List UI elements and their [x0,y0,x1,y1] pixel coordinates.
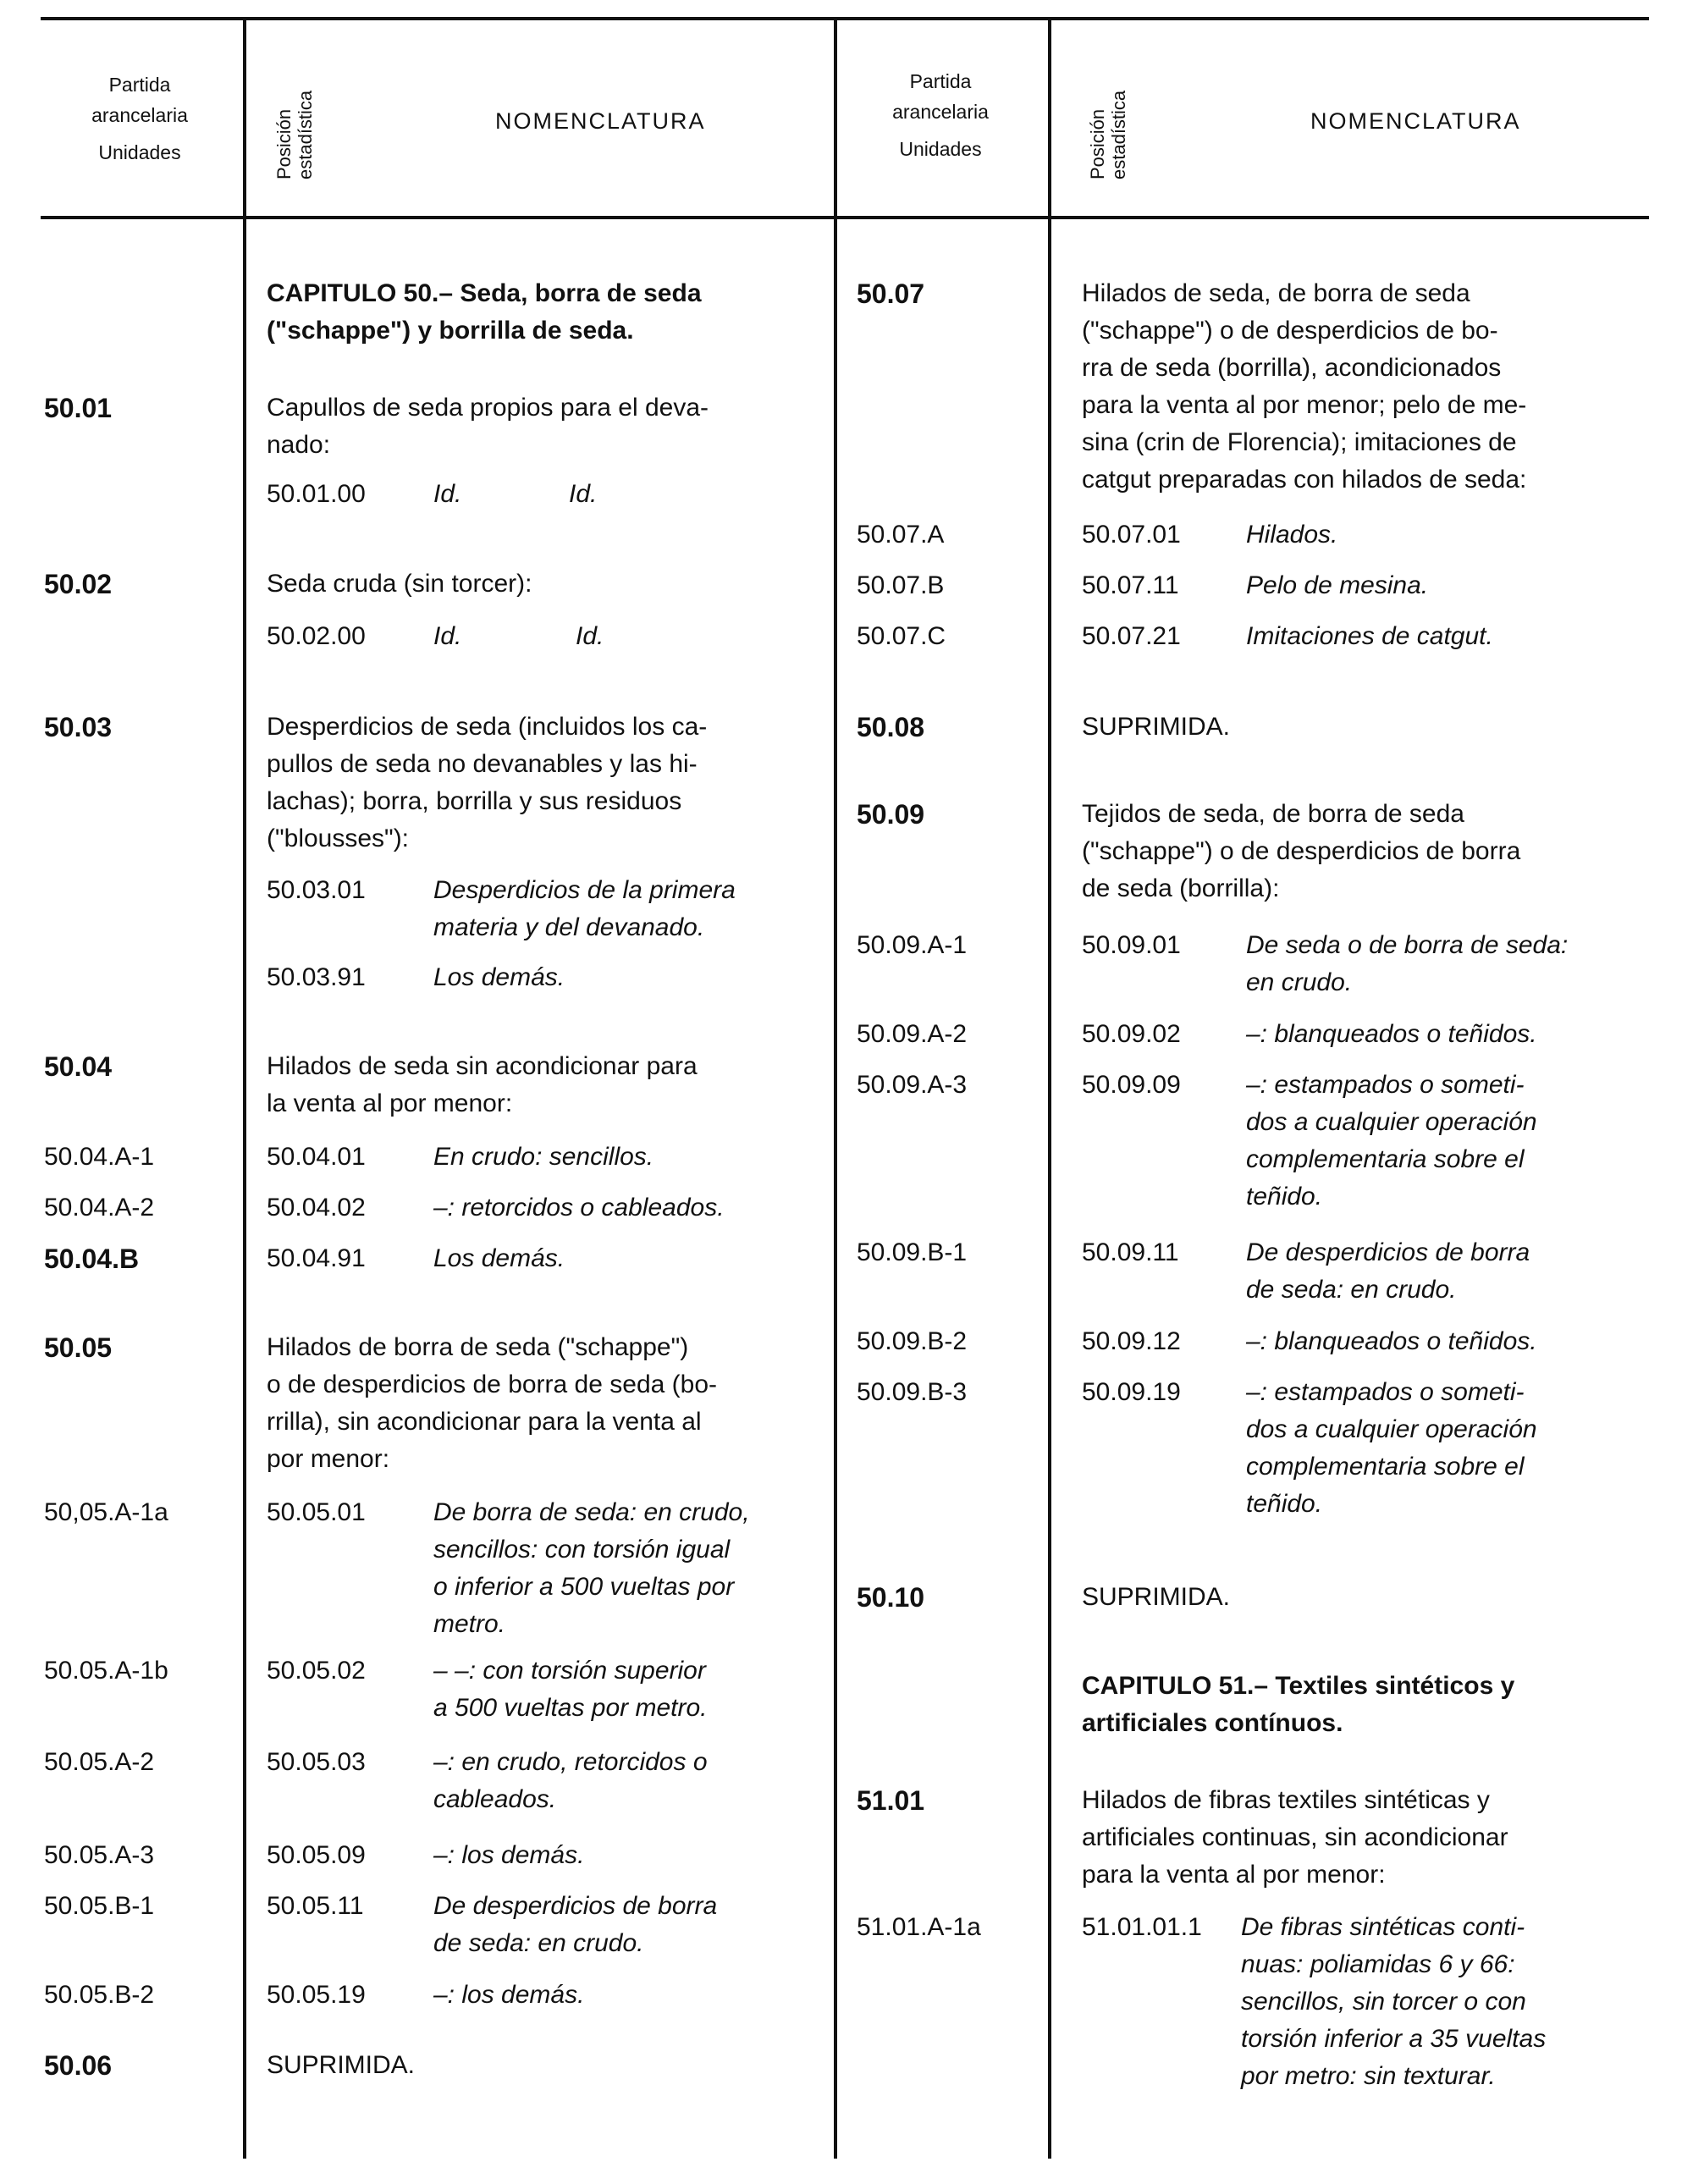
text-line: artificiales continuas, sin acondicionar [1082,1823,1508,1851]
unit-50-05-B-1: 50.05.B-1 [44,1892,155,1920]
header-partida-line2: arancelaria [91,104,188,126]
text-line: ("blousses"): [267,825,410,852]
heading-50-09-text [1082,796,1624,907]
desc-50-02-00-unit-1: Id. [433,622,462,650]
desc-line: complementaria sobre el [1246,1145,1525,1173]
column-divider-3 [1048,19,1051,2159]
partida-50-02: 50.02 [44,569,113,599]
text-line: sina (crin de Florencia); imitaciones de [1082,428,1517,456]
position-50-04-91: 50.04.91 [267,1244,366,1272]
text-line: o de desperdicios de borra de seda (bo- [267,1371,718,1398]
header-partida-line1: Partida [909,70,972,92]
unit-50-04-A-1: 50.04.A-1 [44,1143,155,1171]
unit-50-07-C: 50.07.C [857,622,946,650]
partida-50-06: 50.06 [44,2050,113,2081]
unit-50-04-A-2: 50.04.A-2 [44,1194,155,1222]
unit-50-07-B: 50.07.B [857,571,945,599]
heading-50-04-text [267,1048,808,1122]
desc-line: dos a cualquier operación [1246,1108,1537,1136]
unit-50-09-B-1: 50.09.B-1 [857,1238,968,1266]
header-partida-right [851,66,1030,164]
text-line: rrilla), sin acondicionar para la venta al [267,1408,702,1436]
unit-50-05-A-2: 50.05.A-2 [44,1748,155,1776]
chapter-50-line2: ("schappe") y borrilla de seda. [267,317,634,345]
desc-line: metro. [433,1610,506,1638]
heading-50-10-text: SUPRIMIDA. [1082,1583,1231,1611]
text-line: para la venta al por menor; pelo de me- [1082,391,1527,419]
desc-line: Desperdicios de la primera [433,876,736,904]
header-nomenclatura-left: NOMENCLATURA [495,108,706,134]
unit-50-09-B-3: 50.09.B-3 [857,1378,968,1406]
desc-line: torsión inferior a 35 vueltas [1241,2025,1547,2053]
header-posicion-right [1087,91,1129,179]
desc-line: De fibras sintéticas conti- [1241,1913,1525,1941]
text-line: para la venta al por menor: [1082,1861,1386,1889]
desc-line: –: en crudo, retorcidos o [433,1748,708,1776]
desc-50-07-21: Imitaciones de catgut. [1246,622,1493,650]
heading-50-07-text [1082,275,1624,499]
header-nomenclatura-right: NOMENCLATURA [1310,108,1521,134]
desc-50-05-02 [433,1652,810,1727]
unit-50-09-A-2: 50.09.A-2 [857,1020,968,1048]
heading-50-05-text [267,1329,808,1478]
desc-line: –: estampados o someti- [1246,1378,1525,1406]
partida-50-08: 50.08 [857,712,925,742]
partida-50-07: 50.07 [857,279,925,309]
desc-50-09-01 [1246,927,1624,1001]
desc-line: complementaria sobre el [1246,1453,1525,1481]
partida-51-01: 51.01 [857,1785,925,1816]
heading-50-02-text: Seda cruda (sin torcer): [267,570,532,598]
desc-line: cableados. [433,1785,557,1813]
desc-51-01-01-1 [1241,1909,1624,2095]
position-50-09-02: 50.09.02 [1082,1020,1181,1048]
desc-50-09-02: –: blanqueados o teñidos. [1246,1020,1537,1048]
heading-50-01-text [267,389,808,464]
text-line: Hilados de seda, de borra de seda [1082,279,1470,307]
desc-50-05-01 [433,1494,810,1643]
position-50-05-01: 50.05.01 [267,1498,366,1526]
desc-line: De desperdicios de borra [433,1892,718,1920]
unit-50-05-A-3: 50.05.A-3 [44,1841,155,1869]
heading-51-01-text [1082,1782,1624,1894]
position-50-05-09: 50.05.09 [267,1841,366,1869]
text-line: Hilados de seda sin acondicionar para [267,1052,698,1080]
unit-50-05-A-1b: 50.05.A-1b [44,1657,168,1685]
position-50-03-01: 50.03.01 [267,876,366,904]
desc-50-07-11: Pelo de mesina. [1246,571,1429,599]
position-50-09-11: 50.09.11 [1082,1238,1179,1266]
desc-line: o inferior a 500 vueltas por [433,1573,735,1601]
header-posicion-line1: Posición [1087,108,1108,179]
partida-50-04: 50.04 [44,1051,113,1082]
text-line: por menor: [267,1445,390,1473]
header-posicion-left [273,91,316,179]
position-50-05-19: 50.05.19 [267,1981,366,2009]
text-line: catgut preparadas con hilados de seda: [1082,466,1527,494]
heading-50-03-text [267,709,808,858]
desc-line: dos a cualquier operación [1246,1415,1537,1443]
position-50-04-01: 50.04.01 [267,1143,366,1171]
header-rule [41,216,1649,219]
text-line: Capullos de seda propios para el deva- [267,394,709,422]
top-rule [41,17,1649,20]
chapter-50-line1: CAPITULO 50.– Seda, borra de seda [267,279,702,307]
desc-50-09-12: –: blanqueados o teñidos. [1246,1327,1537,1355]
position-50-05-02: 50.05.02 [267,1657,366,1685]
desc-50-09-09 [1246,1067,1624,1216]
desc-line: nuas: poliamidas 6 y 66: [1241,1950,1515,1978]
unit-50-09-A-3: 50.09.A-3 [857,1071,968,1099]
desc-line: materia y del devanado. [433,913,705,941]
unit-50-07-A: 50.07.A [857,521,945,549]
desc-50-01-00-unit-2: Id. [569,480,598,508]
text-line: pullos de seda no devanables y las hi- [267,750,698,778]
desc-line: a 500 vueltas por metro. [433,1694,708,1722]
desc-line: de seda: en crudo. [1246,1276,1457,1304]
position-50-01-00: 50.01.00 [267,480,366,508]
desc-line: De borra de seda: en crudo, [433,1498,750,1526]
position-50-05-03: 50.05.03 [267,1748,366,1776]
desc-50-05-11 [433,1888,810,1962]
desc-line: por metro: sin texturar. [1241,2062,1496,2090]
desc-line: en crudo. [1246,968,1353,996]
text-line: lachas); borra, borrilla y sus residuos [267,787,682,815]
position-50-09-01: 50.09.01 [1082,931,1181,959]
header-partida-line3: Unidades [98,141,181,163]
partida-50-01: 50.01 [44,393,113,423]
text-line: Tejidos de seda, de borra de seda [1082,800,1464,828]
header-posicion-line2: estadística [295,90,316,179]
desc-50-05-19: –: los demás. [433,1981,585,2009]
text-line: ("schappe") o de desperdicios de bo- [1082,317,1498,345]
partida-50-03: 50.03 [44,712,113,742]
unit-50-05-A-1a: 50,05.A-1a [44,1498,168,1526]
position-50-04-02: 50.04.02 [267,1194,366,1222]
header-partida-left [51,69,229,168]
position-50-07-01: 50.07.01 [1082,521,1181,549]
chapter-51-line2: artificiales contínuos. [1082,1709,1343,1737]
position-50-05-11: 50.05.11 [267,1892,364,1920]
column-divider-1 [243,19,246,2159]
chapter-51-line1: CAPITULO 51.– Textiles sintéticos y [1082,1672,1515,1700]
position-50-09-19: 50.09.19 [1082,1378,1181,1406]
desc-50-09-11 [1246,1234,1624,1309]
desc-50-09-19 [1246,1374,1624,1523]
text-line: de seda (borrilla): [1082,874,1280,902]
desc-50-07-01: Hilados. [1246,521,1338,549]
unit-51-01-A-1a: 51.01.A-1a [857,1913,981,1941]
header-posicion-line2: estadística [1108,90,1129,179]
position-50-03-91: 50.03.91 [267,963,366,991]
unit-50-04-B: 50.04.B [44,1244,140,1274]
desc-50-04-01: En crudo: sencillos. [433,1143,654,1171]
heading-50-08-text: SUPRIMIDA. [1082,713,1231,741]
desc-line: – –: con torsión superior [433,1657,706,1685]
desc-50-05-09: –: los demás. [433,1841,585,1869]
desc-line: sencillos: con torsión igual [433,1536,731,1564]
text-line: Hilados de fibras textiles sintéticas y [1082,1786,1490,1814]
desc-50-04-02: –: retorcidos o cableados. [433,1194,725,1222]
unit-50-09-B-2: 50.09.B-2 [857,1327,968,1355]
desc-line: sencillos, sin torcer o con [1241,1988,1526,2016]
text-line: rra de seda (borrilla), acondicionados [1082,354,1502,382]
desc-line: De desperdicios de borra [1246,1238,1530,1266]
position-51-01-01-1: 51.01.01.1 [1082,1913,1202,1941]
desc-line: teñido. [1246,1183,1323,1211]
text-line: la venta al por menor: [267,1089,513,1117]
desc-50-03-91: Los demás. [433,963,565,991]
unit-50-05-B-2: 50.05.B-2 [44,1981,155,2009]
desc-line: teñido. [1246,1490,1323,1518]
header-partida-line3: Unidades [899,138,982,160]
position-50-02-00: 50.02.00 [267,622,366,650]
desc-line: De seda o de borra de seda: [1246,931,1569,959]
text-line: ("schappe") o de desperdicios de borra [1082,837,1521,865]
partida-50-09: 50.09 [857,799,925,830]
header-partida-line2: arancelaria [892,101,989,123]
chapter-50-title [267,275,808,350]
desc-line: de seda: en crudo. [433,1929,644,1957]
heading-50-06-text: SUPRIMIDA. [267,2051,416,2079]
desc-line: –: estampados o someti- [1246,1071,1525,1099]
unit-50-09-A-1: 50.09.A-1 [857,931,968,959]
text-line: Desperdicios de seda (incluidos los ca- [267,713,708,741]
position-50-07-21: 50.07.21 [1082,622,1181,650]
position-50-09-09: 50.09.09 [1082,1071,1181,1099]
desc-50-05-03 [433,1744,810,1818]
position-50-07-11: 50.07.11 [1082,571,1179,599]
desc-50-01-00-unit-1: Id. [433,480,462,508]
desc-50-03-01 [433,872,810,946]
desc-50-02-00-unit-2: Id. [576,622,604,650]
text-line: Hilados de borra de seda ("schappe") [267,1333,689,1361]
header-partida-line1: Partida [108,74,171,96]
text-line: nado: [267,431,331,459]
column-divider-2 [834,19,837,2159]
partida-50-05: 50.05 [44,1332,113,1363]
partida-50-10: 50.10 [857,1582,925,1613]
chapter-51-title [1082,1668,1624,1742]
header-posicion-line1: Posición [273,108,295,179]
position-50-09-12: 50.09.12 [1082,1327,1181,1355]
desc-50-04-91: Los demás. [433,1244,565,1272]
